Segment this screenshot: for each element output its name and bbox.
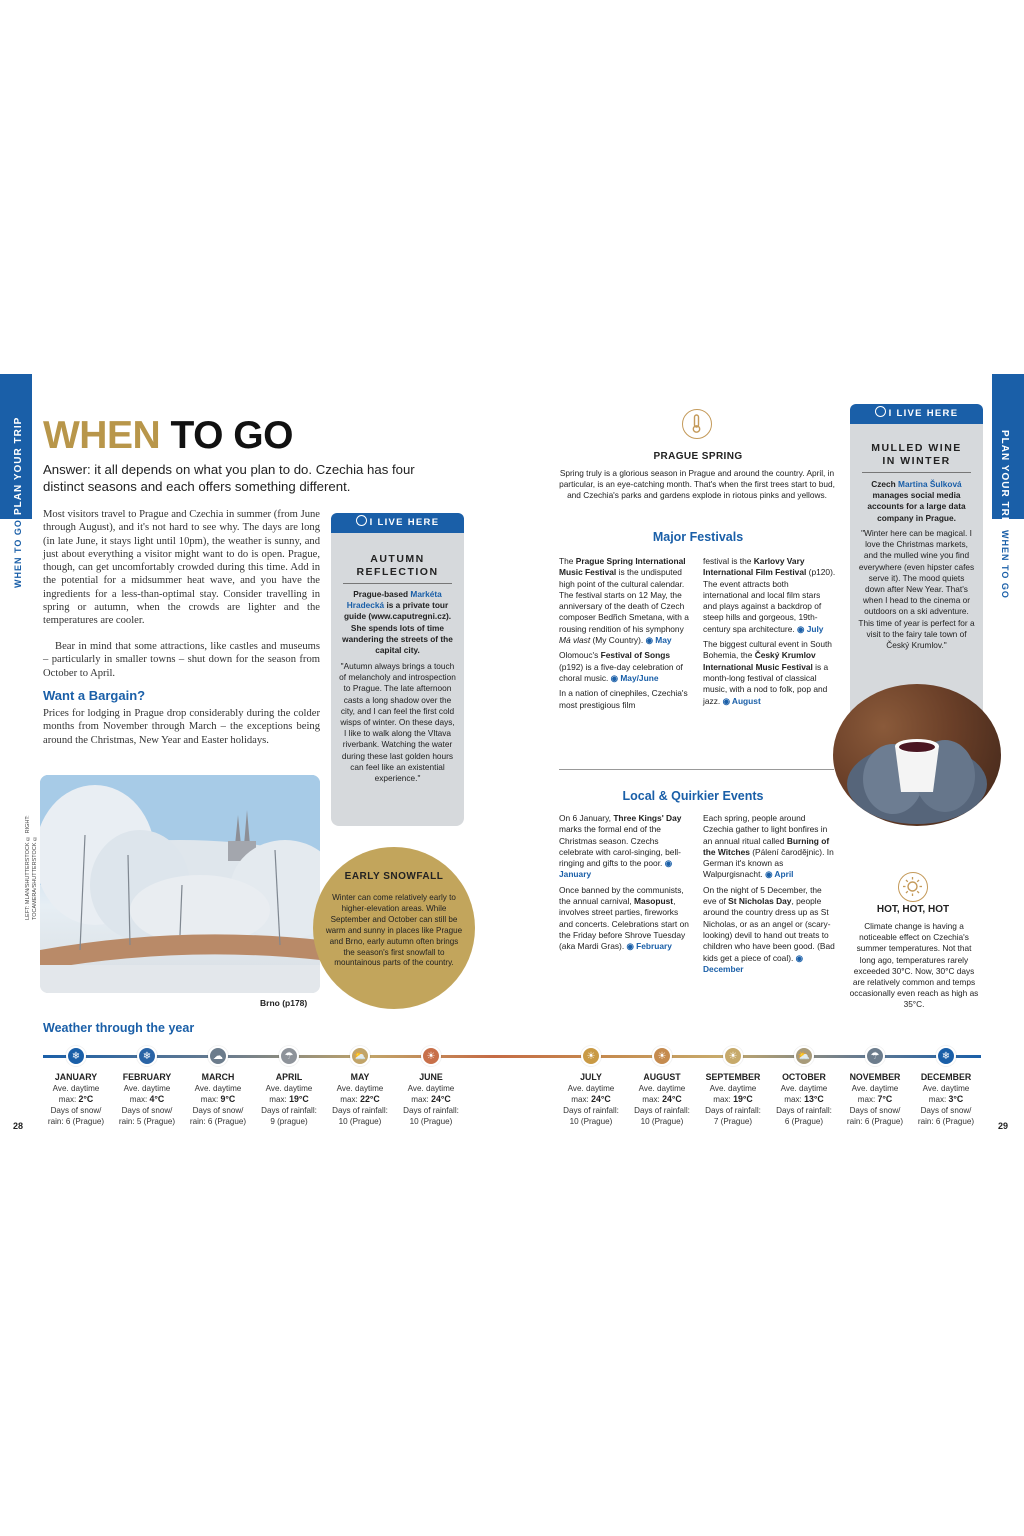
month-max-label: max: — [340, 1095, 361, 1104]
ev-c2p1b: Burning of the Witches — [703, 835, 830, 857]
side-tab-right-primary: PLAN YOUR TRIP — [999, 430, 1010, 529]
side-tab-left-primary: PLAN YOUR TRIP — [13, 416, 24, 515]
sun-icon: ☀ — [723, 1046, 743, 1066]
weather-month-july — [555, 1072, 627, 1127]
ev-p1-month: January — [559, 869, 592, 880]
month-temp: 24°C — [591, 1094, 611, 1104]
ev-p2-month: February — [636, 941, 672, 952]
bargain-text: Prices for lodging in Prague drop considerably during the colder months from November through March – the exceptions being around the Christmas, New Year and Easter holidays. — [43, 708, 320, 746]
fest-p1b: Prague Spring International Music Festival — [559, 556, 686, 578]
fest-c2p2-month: August — [731, 695, 761, 706]
month-max-label: max: — [129, 1095, 150, 1104]
ev-c2p1c: (Pálení čarodějnic). In German it's known as Walpurgisnacht. — [703, 846, 834, 880]
month-max-label: max: — [269, 1095, 290, 1104]
event-masopust — [559, 885, 692, 953]
weather-month-june — [395, 1072, 467, 1127]
ev-c2p2c: , people around the country dress up as St Nicholas, or as an angel or (scary-looking) devil to hand out treats to children who have been good. (Bad kids get a piece of coal). — [703, 896, 835, 963]
sun-icon — [898, 872, 928, 902]
month-line4: rain: 6 (Prague) — [917, 1117, 975, 1126]
winter-intro-a: Czech — [871, 479, 899, 489]
autumn-person-name: Markéta Hradecká — [346, 589, 442, 611]
winter-intro-b: manages social media accounts for a large data company in Prague. — [867, 490, 966, 523]
festival-film-lead: In a nation of cinephiles, Czechia's most prestigious film — [559, 688, 688, 710]
autumn-intro-b: is a private tour guide (www.caputregni.cz). She spends lots of time wandering the streets of the capital city. — [342, 600, 453, 656]
weather-month-august — [626, 1072, 698, 1127]
page-title — [43, 414, 293, 458]
weather-month-march — [182, 1072, 254, 1127]
fest-p1d: Má vlast — [559, 635, 591, 646]
ev-p1a: On 6 January, — [559, 813, 614, 823]
ev-c2p1-month: April — [774, 869, 794, 880]
ev-p1b: Three Kings' Day — [613, 813, 682, 823]
snowflake-icon: ❄ — [137, 1046, 157, 1066]
autumn-card-rule — [343, 583, 452, 584]
fest-c2p2c: is a month-long festival of classical music, with a nod to folk, pop and jazz. — [703, 661, 829, 706]
month-line2 — [395, 1094, 467, 1105]
rain-cloud-icon: ☂ — [279, 1046, 299, 1066]
autumn-card-title — [331, 553, 464, 579]
month-line2 — [697, 1094, 769, 1105]
month-tag-july — [797, 624, 823, 634]
body-paragraph-2: Bear in mind that some attractions, like castles and museums – particularly in smaller towns – shut down for the season from October to April. — [43, 641, 320, 679]
month-line1: Ave. daytime — [780, 1084, 828, 1093]
local-events-heading: Local & Quirkier Events — [622, 789, 764, 803]
month-temp: 2°C — [78, 1094, 94, 1104]
month-temp: 19°C — [733, 1094, 753, 1104]
month-line3: Days of snow/ — [849, 1106, 901, 1115]
weather-month-october — [768, 1072, 840, 1127]
month-line3: Days of rainfall: — [261, 1106, 317, 1115]
month-temp: 24°C — [662, 1094, 682, 1104]
autumn-card-title-line2: REFLECTION — [356, 566, 439, 578]
winter-card-header — [850, 404, 983, 424]
calendar-icon: ◉ — [722, 695, 730, 706]
weather-month-february — [111, 1072, 183, 1127]
month-line3: Days of snow/ — [920, 1106, 972, 1115]
winter-card-title — [850, 442, 983, 468]
partly-cloudy-icon: ⛅ — [350, 1046, 370, 1066]
calendar-icon: ◉ — [765, 869, 773, 880]
section-divider — [559, 769, 834, 770]
month-line1: Ave. daytime — [638, 1084, 686, 1093]
month-name: FEBRUARY — [122, 1072, 172, 1082]
month-temp: 7°C — [877, 1094, 893, 1104]
month-name: JANUARY — [54, 1072, 98, 1082]
fest-c2p2b: Český Krumlov International Music Festival — [703, 650, 816, 672]
month-max-label: max: — [200, 1095, 221, 1104]
month-line4: rain: 6 (Prague) — [846, 1117, 904, 1126]
event-st-nicholas — [703, 885, 836, 975]
month-line3: Days of rainfall: — [705, 1106, 761, 1115]
month-max-label: max: — [713, 1095, 734, 1104]
title-part2: TO GO — [170, 414, 293, 457]
page-number-right: 29 — [998, 1121, 1009, 1131]
month-name: OCTOBER — [782, 1072, 826, 1082]
fest-p1c: is the undisputed high point of the cultural calendar. The festival starts on 12 May, the anniversary of the death of Czech composer Bedřich Smetana, with a rousing rendition of his symphony — [559, 567, 689, 634]
month-line4: rain: 6 (Prague) — [47, 1117, 105, 1126]
month-line4: 6 (Prague) — [784, 1117, 824, 1126]
snowflake-icon: ❄ — [936, 1046, 956, 1066]
month-line2 — [768, 1094, 840, 1105]
title-part1: WHEN — [43, 414, 161, 457]
festival-cesky-krumlov — [703, 639, 836, 707]
fest-c2p2a: The biggest cultural event in South Bohemia, the — [703, 639, 832, 661]
month-line4: 10 (Prague) — [640, 1117, 684, 1126]
month-max-label: max: — [928, 1095, 949, 1104]
sun-icon: ☀ — [581, 1046, 601, 1066]
fest-c2p1-month: July — [806, 623, 824, 634]
festival-prague-spring — [559, 556, 692, 646]
fest-p2-month: May/June — [620, 672, 659, 683]
month-line1: Ave. daytime — [709, 1084, 757, 1093]
snowfall-text: Winter can come relatively early to higher-elevation areas. While September and October can still be warm and sunny in places like Prague and Brno, early autumn often brings the season's first snowfall to mountainous parts of the country. — [325, 893, 463, 968]
month-name: JUNE — [419, 1072, 443, 1082]
ev-c2p2-month: December — [703, 963, 744, 974]
ev-c2p2a: On the night of 5 December, the eve of — [703, 884, 822, 907]
weather-month-april — [253, 1072, 325, 1127]
month-line4: 10 (Prague) — [409, 1117, 453, 1126]
side-tab-right-secondary: WHEN TO GO — [1000, 530, 1010, 599]
ev-p2a: Once banned by the communists, the annual carnival, — [559, 884, 684, 907]
fest-p1a: The — [559, 556, 576, 566]
month-line2 — [910, 1094, 982, 1105]
winter-card-header-label: I LIVE HERE — [888, 408, 959, 419]
weather-month-may — [324, 1072, 396, 1127]
month-name: APRIL — [275, 1072, 303, 1082]
month-line1: Ave. daytime — [922, 1084, 970, 1093]
weather-month-november — [839, 1072, 911, 1127]
page-number-left: 28 — [13, 1121, 24, 1131]
month-max-label: max: — [857, 1095, 878, 1104]
month-line1: Ave. daytime — [52, 1084, 100, 1093]
month-line3: Days of rainfall: — [403, 1106, 459, 1115]
sun-icon: ☀ — [652, 1046, 672, 1066]
calendar-icon: ◉ — [645, 635, 653, 646]
month-tag-february — [626, 941, 671, 951]
autumn-card-quote: "Autumn always brings a touch of melancholy and introspection to Prague. The late afternoon casts a long shadow over the city, and I can feel the first cold wisps of winter. On these days, I like to walk along the Vltava riverbank. Watching the water during these last golden hours can feel like an existential experience." — [339, 661, 456, 784]
body-paragraph-1: Most visitors travel to Prague and Czechia in summer (from June through August), and it's not hard to see why. The days are long (in late June, it stays light until 10pm), the weather is sunny, and just about everything a visitor might want to do is open. Prague, though, can get uncomfortably crowded during this time. Add in the potential for a midsummer heat wave, and you have the ingredients for a less-than-optimal stay. Consider travelling in spring or autumn, when the crowds are lighter and the temperatures are cooler. — [43, 509, 320, 627]
month-line3: Days of rainfall: — [563, 1106, 619, 1115]
month-line3: Days of rainfall: — [332, 1106, 388, 1115]
month-line1: Ave. daytime — [567, 1084, 615, 1093]
weather-month-december — [910, 1072, 982, 1127]
autumn-intro-a: Prague-based — [353, 589, 411, 599]
month-line4: rain: 5 (Prague) — [118, 1117, 176, 1126]
month-line1: Ave. daytime — [123, 1084, 171, 1093]
fest-p2c: (p192) is a five-day celebration of choral music. — [559, 661, 683, 683]
month-line1: Ave. daytime — [336, 1084, 384, 1093]
snowflake-icon: ❄ — [66, 1046, 86, 1066]
month-line1: Ave. daytime — [194, 1084, 242, 1093]
calendar-icon: ◉ — [664, 858, 673, 869]
photo-caption: Brno (p178) — [260, 998, 308, 1008]
month-line2 — [839, 1094, 911, 1105]
month-name: DECEMBER — [920, 1072, 972, 1082]
spring-text: Spring truly is a glorious season in Prague and around the country. April, in particular, is an eye-catching month. That's when the first trees start to bud, and Czechia's parks and gardens explode in riotous pinks and yellows. — [559, 468, 835, 501]
month-line2 — [182, 1094, 254, 1105]
autumn-card-intro — [339, 589, 456, 656]
fest-p1-month: May — [655, 635, 672, 646]
fest-c2p1b: Karlovy Vary International Film Festival — [703, 556, 807, 578]
month-line4: rain: 6 (Prague) — [189, 1117, 247, 1126]
local-events-col1 — [559, 813, 692, 953]
fest-p1e: (My Country). — [590, 635, 644, 646]
month-name: JULY — [580, 1072, 602, 1082]
month-temp: 13°C — [804, 1094, 824, 1104]
month-line4: 9 (prague) — [270, 1117, 308, 1126]
fest-p2a: Olomouc's — [559, 650, 601, 661]
month-name: AUGUST — [643, 1072, 681, 1082]
thermometer-icon — [682, 409, 712, 439]
month-line1: Ave. daytime — [265, 1084, 313, 1093]
intro-text: Answer: it all depends on what you plan to do. Czechia has four distinct seasons and each offers something different. — [43, 462, 415, 494]
month-max-label: max: — [571, 1095, 592, 1104]
partly-cloudy-icon: ⛅ — [794, 1046, 814, 1066]
month-line3: Days of snow/ — [192, 1106, 244, 1115]
weather-month-september — [697, 1072, 769, 1127]
pin-icon — [875, 406, 886, 417]
month-name: SEPTEMBER — [705, 1072, 761, 1082]
month-name: MAY — [350, 1072, 370, 1082]
month-temp: 19°C — [289, 1094, 309, 1104]
mulled-wine-photo — [833, 684, 1001, 826]
month-line3: Days of rainfall: — [776, 1106, 832, 1115]
weather-month-january — [40, 1072, 112, 1127]
weather-timeline-line — [43, 1055, 981, 1058]
major-festivals-heading: Major Festivals — [652, 530, 744, 544]
major-festivals-col2 — [703, 556, 836, 707]
month-line2 — [40, 1094, 112, 1105]
local-events-col2 — [703, 813, 836, 975]
autumn-card-header-label: I LIVE HERE — [369, 517, 440, 528]
month-line3: Days of rainfall: — [634, 1106, 690, 1115]
fest-c2p1c: (p120). The event attracts both international and local film stars and plays against a backdrop of steep hills and gorgeous, 19th-century spa architecture. — [703, 567, 836, 634]
pin-icon — [356, 515, 367, 526]
ev-p2b: Masopust — [633, 896, 674, 907]
calendar-icon: ◉ — [797, 623, 805, 634]
winter-card-rule — [862, 472, 971, 473]
ev-p1c: marks the formal end of the Christmas season. Czechs celebrate with carol-singing, bell-ringing and gifts to the poor. — [559, 824, 681, 869]
autumn-card-title-line1: AUTUMN — [370, 553, 425, 565]
month-line4: 7 (Prague) — [713, 1117, 753, 1126]
month-temp: 24°C — [431, 1094, 451, 1104]
month-temp: 3°C — [948, 1094, 964, 1104]
festival-of-songs — [559, 650, 692, 684]
side-tab-left-secondary: WHEN TO GO — [13, 519, 23, 588]
major-festivals-col1 — [559, 556, 692, 711]
month-name: NOVEMBER — [849, 1072, 901, 1082]
hot-title: HOT, HOT, HOT — [876, 904, 950, 915]
bargain-heading: Want a Bargain? — [43, 688, 146, 703]
month-max-label: max: — [784, 1095, 805, 1104]
month-name: MARCH — [201, 1072, 235, 1082]
weather-heading: Weather through the year — [43, 1021, 195, 1035]
winter-card-intro — [858, 479, 975, 524]
month-line4: 10 (Prague) — [569, 1117, 613, 1126]
month-line1: Ave. daytime — [407, 1084, 455, 1093]
fest-c2p1a: festival is the — [703, 556, 754, 566]
month-tag-april — [765, 869, 793, 879]
month-temp: 9°C — [220, 1094, 236, 1104]
rain-cloud-icon: ☂ — [865, 1046, 885, 1066]
month-temp: 4°C — [149, 1094, 165, 1104]
month-tag-may — [646, 635, 672, 645]
month-line2 — [324, 1094, 396, 1105]
fest-p2b: Festival of Songs — [600, 650, 670, 661]
sun-icon: ☀ — [421, 1046, 441, 1066]
calendar-icon: ◉ — [626, 941, 634, 952]
month-max-label: max: — [642, 1095, 663, 1104]
month-max-label: max: — [411, 1095, 432, 1104]
autumn-card-header — [331, 513, 464, 533]
snowfall-title: EARLY SNOWFALL — [344, 871, 444, 882]
winter-person-name: Martina Šulková — [898, 479, 962, 489]
month-line4: 10 (Prague) — [338, 1117, 382, 1126]
event-three-kings — [559, 813, 692, 881]
winter-card-title-line1: MULLED WINE — [871, 442, 962, 454]
month-line2 — [253, 1094, 325, 1105]
brno-winter-photo — [40, 775, 320, 993]
month-temp: 22°C — [360, 1094, 380, 1104]
month-max-label: max: — [58, 1095, 79, 1104]
calendar-icon: ◉ — [795, 952, 803, 963]
month-line2 — [626, 1094, 698, 1105]
event-burning-witches — [703, 813, 836, 881]
photo-credit: LEFT: MLAN/SHUTTERSTOCK © RIGHT: TOCAMERA/SHUTTERSTOCK © — [25, 815, 38, 920]
festival-karlovy-vary — [703, 556, 836, 635]
month-line2 — [111, 1094, 183, 1105]
spring-title: PRAGUE SPRING — [653, 451, 743, 462]
winter-card-title-line2: IN WINTER — [882, 455, 951, 467]
ev-c2p2b: St Nicholas Day — [728, 896, 792, 907]
winter-card-quote: "Winter here can be magical. I love the Christmas markets, and the mulled wine you find everywhere (even hipster cafes serve it). The mood quiets down after New Year. That's when I head to the cinema or outdoors on a ski adventure. This time of year is perfect for a visit to the fairy tale town of Český Krumlov." — [858, 528, 975, 651]
cloud-icon: ☁ — [208, 1046, 228, 1066]
ev-c2p1a: Each spring, people around Czechia gather to light bonfires in an annual ritual called — [703, 813, 828, 846]
month-line2 — [555, 1094, 627, 1105]
month-line1: Ave. daytime — [851, 1084, 899, 1093]
month-line3: Days of snow/ — [50, 1106, 102, 1115]
month-line3: Days of snow/ — [121, 1106, 173, 1115]
month-tag-august — [723, 696, 761, 706]
hot-text: Climate change is having a noticeable effect on Czechia's summer temperatures. Not that long ago, temperatures rarely exceeded 30°C. Now, 30°C days are relatively common and temps occasionally even reach as high as 35°C. — [849, 921, 979, 1010]
ev-p2c: , involves street parties, fireworks and concerts. Celebrations start on the Friday before Shrove Tuesday (aka Mardi Gras). — [559, 896, 689, 952]
month-tag-may-june — [611, 673, 659, 683]
calendar-icon: ◉ — [610, 672, 618, 683]
